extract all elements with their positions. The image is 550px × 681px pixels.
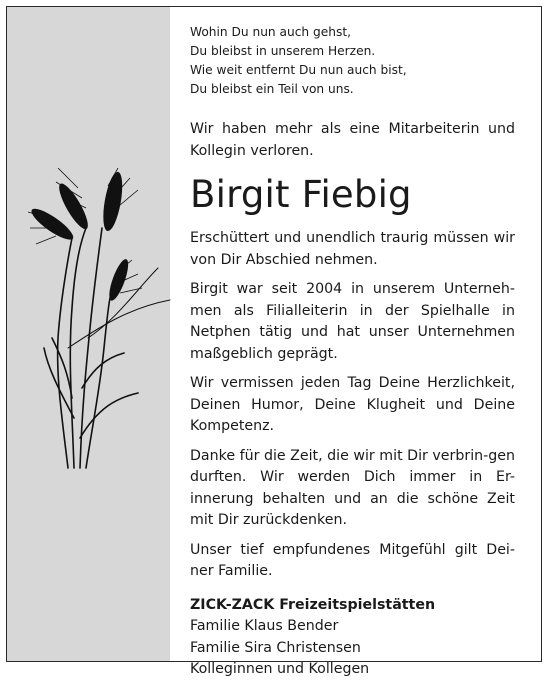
paragraph: Unser tief empfundenes Mitgefühl gilt Dei-ner Familie. [190, 541, 515, 579]
signature-line: Kolleginnen und Kollegen [190, 661, 370, 677]
signature-line: Familie Klaus Bender [190, 618, 339, 634]
poem-line: Wie weit entfernt Du nun auch bist, [190, 63, 407, 77]
signature-line: Familie Sira Christensen [190, 639, 361, 656]
intro-text: Wir haben mehr als eine Mitarbeiterin und Kollegin verloren. [190, 121, 515, 159]
paragraph: Erschüttert und unendlich traurig müssen wir von Dir Abschied nehmen. [190, 230, 515, 268]
notice-content [190, 23, 515, 681]
poem-line: Wohin Du nun auch gehst, [190, 25, 351, 39]
paragraph: Birgit war seit 2004 in unserem Unterneh-men als Filialleiterin in der Spielhalle in Netphen tätig und hat unser Unternehmen maßgeblich geprägt. [190, 281, 515, 362]
signature [190, 595, 515, 681]
poem-line: Du bleibst ein Teil von uns. [190, 82, 354, 96]
poem-line: Du bleibst in unserem Herzen. [190, 44, 376, 58]
poem [190, 23, 515, 99]
signature-company: ZICK-ZACK Freizeitspielstätten [190, 596, 436, 613]
paragraph: Danke für die Zeit, die wir mit Dir verbrin-gen durften. Wir werden Dich immer in Er-innerung behalten und an die schöne Zeit mit Dir zurückdenken. [190, 447, 515, 528]
paragraph: Wir vermissen jeden Tag Deine Herzlichkeit, Deinen Humor, Deine Klugheit und Deine Kompetenz. [190, 375, 515, 434]
deceased-name: Birgit Fiebig [190, 173, 412, 216]
wheat-ears-icon [28, 168, 178, 473]
